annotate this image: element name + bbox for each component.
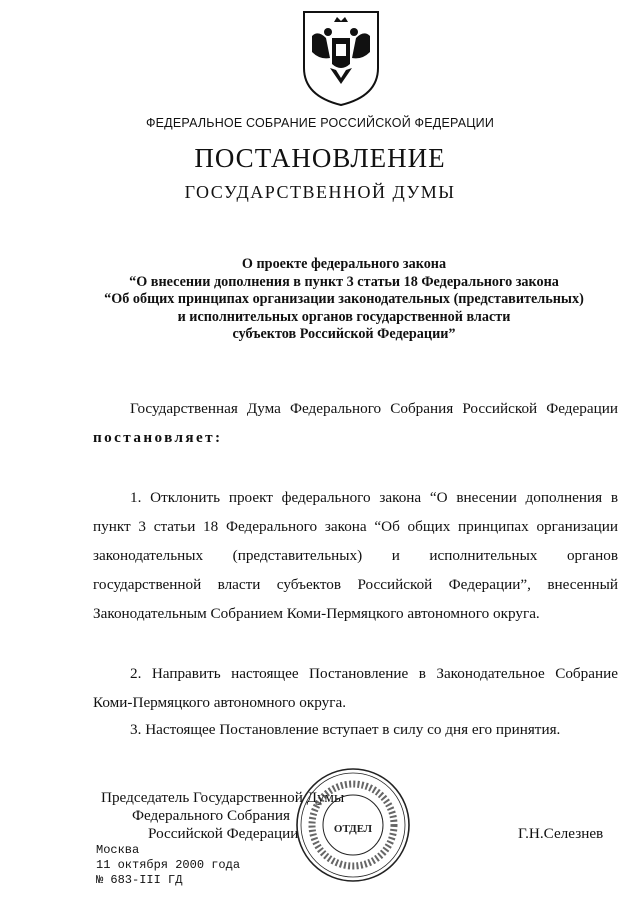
- preamble-text: Государственная Дума Федерального Собрания Российской Федерации: [130, 400, 618, 417]
- place: Москва: [96, 843, 140, 857]
- date: 11 октября 2000 года: [96, 858, 241, 872]
- preamble-verb: постановляет:: [93, 429, 223, 446]
- preamble-paragraph: [93, 394, 618, 452]
- official-stamp-icon: [294, 766, 412, 884]
- double-headed-eagle-icon: [300, 8, 382, 108]
- signatory-title-line: Председатель Государственной Думы: [101, 789, 345, 806]
- organization-title: ФЕДЕРАЛЬНОЕ СОБРАНИЕ РОССИЙСКОЙ ФЕДЕРАЦИИ: [145, 116, 495, 130]
- subject-line: и исполнительных органов государственной власти: [177, 308, 511, 325]
- signatory-title-line: Федерального Собрания: [132, 807, 290, 824]
- signatory-title-line: Российской Федерации: [148, 825, 299, 842]
- subject-line: субъектов Российской Федерации”: [232, 326, 456, 342]
- resolution-item-2: 2. Направить настоящее Постановление в Законодательное Собрание Коми-Пермяцкого автономного округа.: [93, 665, 618, 711]
- subject-line: “О внесении дополнения в пункт 3 статьи 18 Федерального закона: [129, 273, 559, 290]
- stamp-center-text: ОТДЕЛ: [333, 823, 373, 835]
- subject-line: О проекте федерального закона: [241, 256, 447, 272]
- resolution-item-3: 3. Настоящее Постановление вступает в силу со дня его принятия.: [130, 721, 561, 738]
- resolution-item-1: 1. Отклонить проект федерального закона “О внесении дополнения в пункт 3 статьи 18 Федерального закона “Об общих принципах организации законодательных (представительных) и исполнительных органов государственной власти субъектов Российской Федерации”, внесенный Законодательным Собранием Коми-Пермяцкого автономного округа.: [93, 489, 618, 622]
- subject-heading: [60, 256, 628, 344]
- subject-line: “Об общих принципах организации законодательных (представительных): [104, 291, 584, 307]
- signatory-name: Г.Н.Селезнев: [518, 825, 604, 842]
- document-type: ПОСТАНОВЛЕНИЕ: [194, 143, 446, 173]
- document-number: № 683-III ГД: [96, 873, 183, 887]
- issuer-title: ГОСУДАРСТВЕННОЙ ДУМЫ: [184, 182, 456, 202]
